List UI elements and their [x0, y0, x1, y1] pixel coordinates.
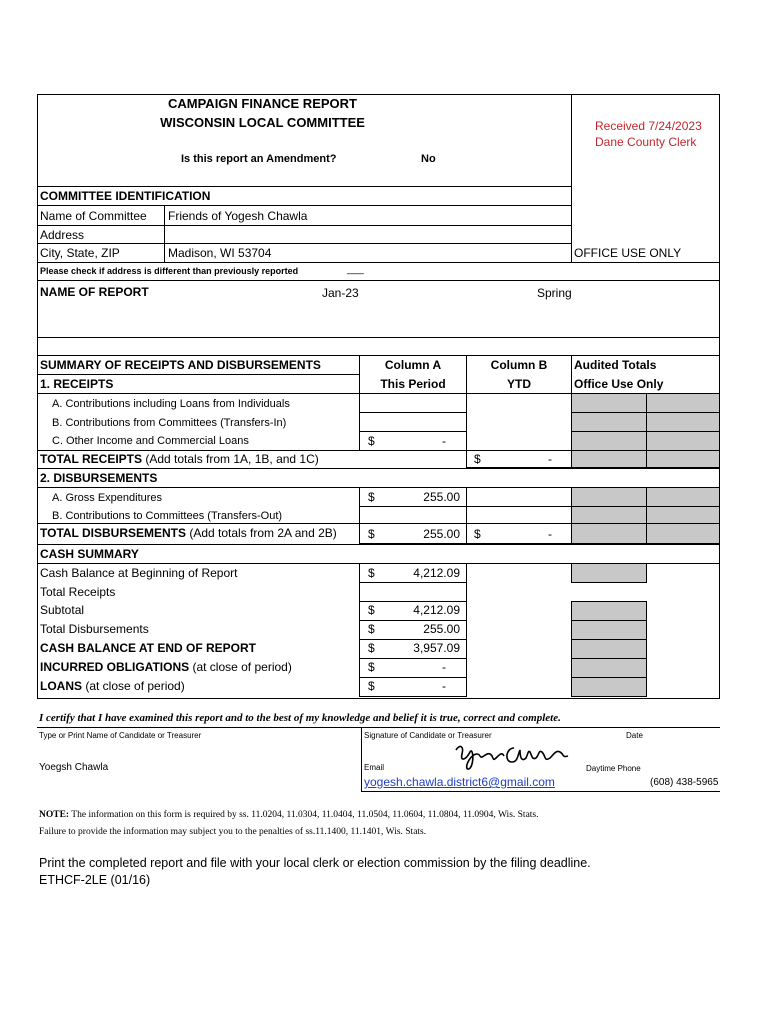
committee-section-title: COMMITTEE IDENTIFICATION [40, 189, 211, 203]
audited-cell [571, 393, 647, 413]
audited-header: Audited Totals [574, 358, 657, 372]
total-receipts-b-dollar: $ [474, 452, 481, 466]
clerk-stamp: Dane County Clerk [595, 135, 697, 149]
audited-cell [571, 620, 647, 640]
total-receipts-note: (Add totals from 1A, 1B, and 1C) [142, 452, 319, 466]
cash-receipts-box[interactable] [359, 582, 467, 602]
cash-disb-label: Total Disbursements [40, 622, 149, 636]
cash-disb-value: 255.00 [423, 622, 460, 636]
disb-b-label: B. Contributions to Committees (Transfers-Out) [52, 510, 283, 522]
total-disb-note: (Add totals from 2A and 2B) [186, 526, 337, 540]
disb-b-col-a[interactable] [359, 506, 467, 524]
divider [37, 374, 359, 375]
loans-label [40, 679, 185, 693]
total-disb-b-dollar: $ [474, 527, 481, 541]
audited-cell [646, 506, 720, 524]
penalty-note: Failure to provide the information may subject you to the penalties of ss.11.1400, 11.1401, Wis. Stats. [39, 827, 427, 837]
received-stamp: Received 7/24/2023 [595, 119, 702, 133]
audited-cell [571, 601, 647, 621]
note-text: The information on this form is required by ss. 11.0204, 11.0304, 11.0404, 11.0504, 11.0604, 11.0804, 11.0904, Wis. Stats. [69, 810, 539, 820]
filing-instruction: Print the completed report and file with your local clerk or election commission by the filing deadline. [39, 856, 591, 870]
loans-value: - [442, 679, 446, 693]
disb-a-value: 255.00 [423, 490, 460, 504]
address-change-checkbox[interactable]: ___ [347, 264, 364, 275]
note-prefix: NOTE: [39, 810, 70, 820]
col-b-header: Column B [490, 358, 548, 372]
signature-label: Signature of Candidate or Treasurer [364, 731, 492, 740]
report-season: Spring [537, 286, 572, 300]
phone-value: (608) 438-5965 [650, 777, 719, 788]
divider [37, 205, 572, 206]
divider [37, 468, 720, 469]
cert-col-divider [361, 727, 362, 791]
total-disb-a-value: 255.00 [423, 527, 460, 541]
amendment-answer: No [421, 153, 436, 165]
audited-cell [571, 450, 647, 468]
total-receipts-bold: TOTAL RECEIPTS [40, 452, 143, 466]
audited-cell [646, 431, 720, 451]
incurred-dollar: $ [368, 660, 375, 674]
loans-bold: LOANS [40, 679, 82, 693]
report-period: Jan-23 [322, 286, 359, 300]
cash-subtotal-value: 4,212.09 [413, 603, 460, 617]
city-value: Madison, WI 53704 [168, 246, 272, 260]
form-id: ETHCF-2LE (01/16) [39, 873, 151, 887]
receipts-a-label: A. Contributions including Loans from Individuals [52, 398, 290, 410]
total-disb-label [40, 526, 337, 540]
cash-summary-title: CASH SUMMARY [40, 547, 139, 561]
incurred-label [40, 660, 292, 674]
divider [37, 544, 720, 545]
city-label: City, State, ZIP [40, 246, 120, 260]
col-b-right [571, 355, 572, 393]
divider [37, 523, 359, 524]
total-disb-a-dollar: $ [368, 527, 375, 541]
col-b-subheader: YTD [507, 377, 531, 391]
address-label: Address [40, 228, 85, 242]
divider [37, 243, 572, 244]
total-receipts-label [40, 452, 319, 466]
signature-stroke [456, 747, 504, 770]
cash-subtotal-label: Subtotal [40, 603, 85, 617]
cash-end-value: 3,957.09 [413, 641, 460, 655]
audited-cell [646, 393, 720, 413]
cash-begin-label: Cash Balance at Beginning of Report [40, 566, 238, 580]
incurred-bold: INCURRED OBLIGATIONS [40, 660, 190, 674]
email-link[interactable]: yogesh.chawla.district6@gmail.com [364, 775, 555, 789]
receipts-a-col-a[interactable] [359, 393, 467, 413]
cash-receipts-label: Total Receipts [40, 585, 116, 599]
audited-cell [571, 563, 647, 583]
certification-statement: I certify that I have examined this report and to the best of my knowledge and belief it is true, correct and complete. [39, 712, 561, 724]
legal-note [39, 810, 539, 820]
committee-name-value: Friends of Yogesh Chawla [168, 209, 308, 223]
divider [37, 280, 720, 281]
total-disb-b-value: - [548, 527, 552, 541]
label-col-right [359, 355, 360, 393]
summary-title: SUMMARY OF RECEIPTS AND DISBURSEMENTS [40, 358, 321, 372]
date-label: Date [626, 731, 643, 740]
col-a-subheader: This Period [380, 377, 446, 391]
cash-disb-dollar: $ [368, 622, 375, 636]
divider [37, 727, 720, 728]
receipts-b-col-a[interactable] [359, 412, 467, 432]
audited-cell [646, 412, 720, 432]
disb-a-label: A. Gross Expenditures [52, 492, 163, 504]
disb-a-col-b[interactable] [466, 487, 572, 507]
incurred-note: (at close of period) [189, 660, 292, 674]
incurred-value: - [442, 660, 446, 674]
audited-cell [571, 523, 647, 544]
audited-cell [571, 412, 647, 432]
audited-cell [571, 658, 647, 678]
divider [37, 186, 572, 187]
form-subtitle: WISCONSIN LOCAL COMMITTEE [160, 115, 365, 130]
loans-dollar: $ [368, 679, 375, 693]
cash-begin-dollar: $ [368, 566, 375, 580]
name-print-label: Type or Print Name of Candidate or Treasurer [39, 731, 202, 740]
receipts-c-value: - [442, 434, 446, 448]
disbursements-title: 2. DISBURSEMENTS [40, 471, 158, 485]
committee-name-label: Name of Committee [40, 209, 147, 223]
name-print-value: Yoegsh Chawla [39, 762, 109, 773]
receipts-b-label: B. Contributions from Committees (Transfers-In) [52, 417, 287, 429]
divider [361, 791, 720, 792]
cash-end-dollar: $ [368, 641, 375, 655]
receipts-c-dollar: $ [368, 434, 375, 448]
divider [37, 337, 720, 338]
total-disb-bold: TOTAL DISBURSEMENTS [40, 526, 187, 540]
signature-stroke [507, 748, 568, 762]
loans-note: (at close of period) [82, 679, 185, 693]
divider [37, 262, 720, 263]
audited-cell [646, 450, 720, 468]
audited-cell [646, 523, 720, 544]
audited-cell [571, 639, 647, 659]
address-change-note: Please check if address is different than previously reported [40, 266, 299, 276]
divider [37, 225, 572, 226]
form-title: CAMPAIGN FINANCE REPORT [168, 96, 357, 111]
audited-subheader: Office Use Only [574, 377, 664, 391]
disb-b-col-b[interactable] [466, 506, 572, 524]
audited-cell [571, 677, 647, 697]
total-receipts-b-value: - [548, 452, 552, 466]
disb-a-dollar: $ [368, 490, 375, 504]
office-use-label: OFFICE USE ONLY [574, 246, 682, 260]
cash-begin-value: 4,212.09 [413, 566, 460, 580]
signature-graphic [452, 740, 570, 774]
divider [37, 355, 720, 356]
id-col-divider [164, 205, 165, 262]
report-name-label: NAME OF REPORT [40, 285, 149, 299]
phone-label: Daytime Phone [586, 764, 641, 773]
audited-cell [571, 487, 647, 507]
cash-end-label: CASH BALANCE AT END OF REPORT [40, 641, 256, 655]
audited-cell [646, 487, 720, 507]
receipts-c-label: C. Other Income and Commercial Loans [52, 435, 249, 447]
audited-cell [571, 506, 647, 524]
amendment-question: Is this report an Amendment? [181, 153, 337, 165]
audited-cell [571, 431, 647, 451]
col-a-header: Column A [384, 358, 442, 372]
office-box-left [571, 94, 572, 262]
cash-subtotal-dollar: $ [368, 603, 375, 617]
divider [37, 450, 359, 451]
email-label: Email [364, 763, 385, 772]
receipts-title: 1. RECEIPTS [40, 377, 114, 391]
col-a-right [466, 355, 467, 393]
